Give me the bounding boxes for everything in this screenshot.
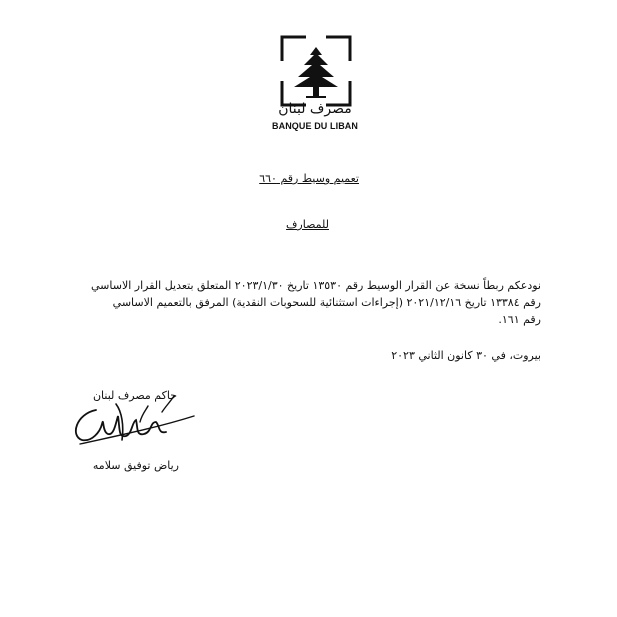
handwritten-signature-icon — [66, 392, 206, 452]
body-line-3: رقم ١٦١. — [498, 313, 541, 326]
date-line: بيروت، في ٣٠ كانون الثاني ٢٠٢٣ — [391, 349, 541, 362]
cedar-tree-icon — [280, 35, 352, 107]
signer-name: رياض توفيق سلامه — [92, 459, 179, 472]
bank-name-french: BANQUE DU LIBAN — [272, 121, 358, 131]
body-line-1: نودعكم ربطاً نسخة عن القرار الوسيط رقم ١٣٥٣٠ تاريخ ٢٠٢٣/١/٣٠ المتعلق بتعديل القرار الاساسي — [91, 279, 541, 292]
recipient: للمصارف — [286, 218, 329, 231]
signer-title: حاكم مصرف لبنان — [92, 389, 177, 402]
body-line-2: رقم ١٣٣٨٤ تاريخ ٢٠٢١/١٢/١٦ (إجراءات استثنائية للسحوبات النقدية) المرفق بالتعميم الاساسي — [112, 296, 541, 309]
body-text — [81, 277, 541, 328]
circular-title: تعميم وسيط رقم ٦٦٠ — [259, 172, 359, 185]
bank-name-arabic: مصرف لبنان — [278, 101, 352, 117]
